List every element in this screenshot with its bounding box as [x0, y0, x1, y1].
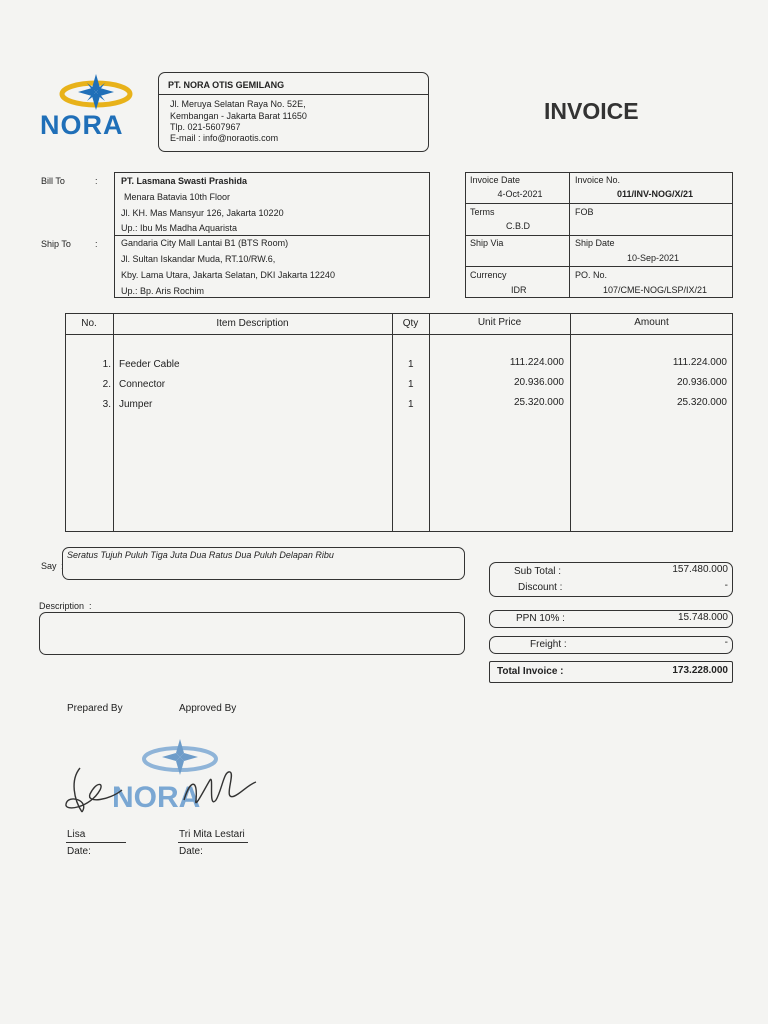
terms-value: C.B.D: [506, 221, 531, 231]
item-description: Jumper: [119, 399, 153, 410]
approver-date-label: Date:: [179, 846, 203, 857]
invoice-date-label: Invoice Date: [470, 175, 521, 185]
invoice-no: 011/INV-NOG/X/21: [616, 189, 693, 199]
divider: [114, 235, 430, 236]
terms-label: Terms: [470, 207, 495, 217]
company-address-2: Kembangan - Jakarta Barat 11650: [170, 111, 307, 121]
preparer-date-label: Date:: [67, 846, 91, 857]
description-box: [39, 612, 465, 655]
fob-label: FOB: [575, 207, 594, 217]
currency-label: Currency: [470, 270, 507, 280]
description-label: Description: [39, 601, 85, 611]
item-qty: 1: [408, 399, 414, 410]
item-no: 1.: [102, 359, 111, 370]
bill-to-line-1: Menara Batavia 10th Floor: [124, 192, 231, 202]
divider: [429, 313, 430, 532]
total-invoice-label: Total Invoice :: [497, 666, 564, 677]
discount-value: -: [724, 580, 728, 591]
item-amount: 25.320.000: [676, 397, 727, 408]
approver-signature: [180, 760, 260, 820]
col-header-qty: Qty: [402, 318, 419, 329]
freight-label: Freight :: [530, 639, 567, 650]
ship-to-line-3: Kby. Lama Utara, Jakarta Selatan, DKI Jakarta 12240: [121, 270, 335, 280]
ppn-label: PPN 10% :: [516, 613, 565, 624]
preparer-signature: [60, 760, 130, 820]
say-colon: :: [61, 561, 64, 571]
company-address-1: Jl. Meruya Selatan Raya No. 52E,: [170, 99, 306, 109]
divider: [465, 266, 733, 267]
ship-to-label: Ship To: [41, 239, 71, 249]
ship-to-attn: Up.: Bp. Aris Rochim: [121, 286, 205, 296]
item-unit-price: 111.224.000: [509, 357, 564, 368]
invoice-date: 4-Oct-2021: [497, 189, 543, 199]
amount-in-words: Seratus Tujuh Puluh Tiga Juta Dua Ratus Dua Puluh Delapan Ribu: [67, 550, 334, 560]
company-phone: Tlp. 021-5607967: [170, 122, 241, 132]
ship-to-colon: :: [95, 239, 98, 249]
company-logo: [38, 72, 158, 142]
page-title: INVOICE: [544, 98, 639, 124]
item-unit-price: 20.936.000: [513, 377, 564, 388]
logo-text: NORA: [40, 110, 124, 140]
discount-label: Discount :: [518, 582, 563, 593]
col-header-description: Item Description: [216, 318, 289, 329]
divider: [113, 313, 114, 532]
divider: [465, 203, 733, 204]
items-table: [65, 313, 733, 532]
ship-date: 10-Sep-2021: [626, 253, 679, 263]
divider: [570, 313, 571, 532]
prepared-by-label: Prepared By: [67, 703, 123, 714]
say-label: Say: [41, 561, 57, 571]
divider: [158, 94, 429, 95]
po-number: 107/CME-NOG/LSP/IX/21: [602, 285, 707, 295]
approver-name: Tri Mita Lestari: [179, 829, 245, 840]
invoice-no-label: Invoice No.: [575, 175, 621, 185]
svg-text:NORA: NORA: [112, 781, 201, 814]
company-name: PT. NORA OTIS GEMILANG: [168, 80, 285, 90]
col-header-unit-price: Unit Price: [477, 317, 522, 328]
signature-line: [66, 842, 126, 843]
col-header-amount: Amount: [634, 317, 669, 328]
freight-value: -: [724, 637, 728, 648]
total-invoice-value: 173.228.000: [672, 665, 728, 676]
description-colon: :: [89, 601, 92, 611]
item-description: Connector: [119, 379, 166, 390]
bill-to-line-2: Jl. KH. Mas Mansyur 126, Jakarta 10220: [121, 208, 284, 218]
ship-to-line-1: Gandaria City Mall Lantai B1 (BTS Room): [121, 238, 289, 248]
ship-to-line-2: Jl. Sultan Iskandar Muda, RT.10/RW.6,: [121, 254, 276, 264]
item-no: 3.: [102, 399, 111, 410]
bill-to-label: Bill To: [41, 176, 65, 186]
item-description: Feeder Cable: [119, 359, 180, 370]
subtotal-label: Sub Total :: [514, 566, 562, 577]
item-qty: 1: [408, 359, 414, 370]
po-label: PO. No.: [575, 270, 608, 280]
ship-date-label: Ship Date: [575, 238, 615, 248]
bill-to-colon: :: [95, 176, 98, 186]
col-header-no: No.: [81, 318, 97, 329]
bill-to-name: PT. Lasmana Swasti Prashida: [121, 176, 248, 186]
item-amount: 111.224.000: [672, 357, 727, 368]
divider: [65, 334, 733, 335]
divider: [465, 235, 733, 236]
ppn-value: 15.748.000: [677, 612, 728, 623]
signature-line: [178, 842, 248, 843]
bill-to-attn: Up.: Ibu Ms Madha Aquarista: [121, 223, 238, 233]
subtotal-value: 157.480.000: [672, 564, 728, 575]
item-unit-price: 25.320.000: [513, 397, 564, 408]
preparer-name: Lisa: [67, 829, 86, 840]
item-no: 2.: [102, 379, 111, 390]
item-qty: 1: [408, 379, 414, 390]
approved-by-label: Approved By: [179, 703, 237, 714]
item-amount: 20.936.000: [676, 377, 727, 388]
company-email: E-mail : info@noraotis.com: [170, 133, 279, 143]
divider: [392, 313, 393, 532]
currency-value: IDR: [511, 285, 527, 295]
ship-via-label: Ship Via: [470, 238, 504, 248]
